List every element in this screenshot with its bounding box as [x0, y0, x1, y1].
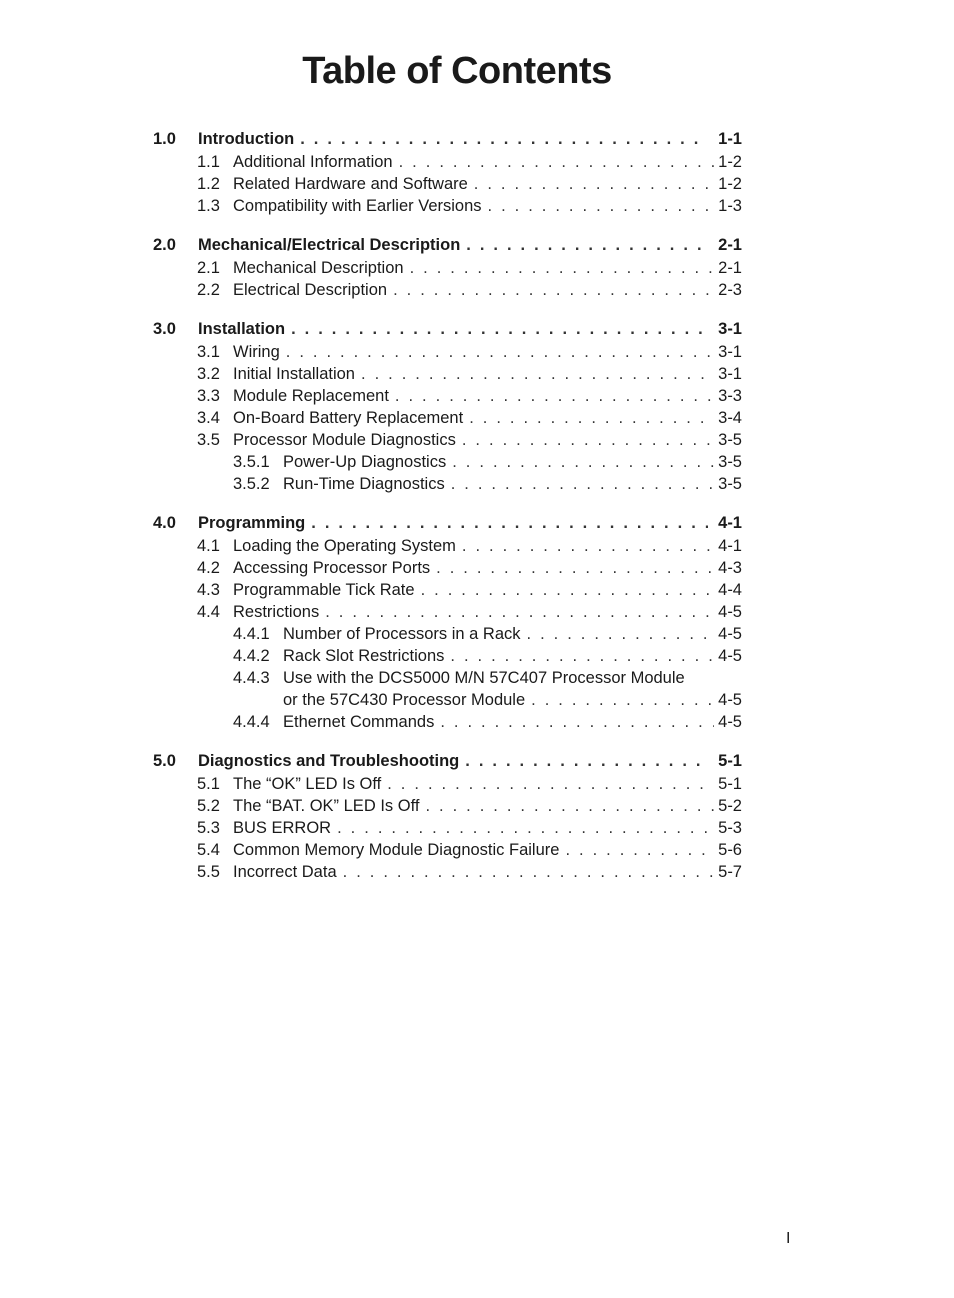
entry-number: 4.2 — [197, 559, 220, 577]
dot-leader — [462, 429, 714, 451]
entry-number: 3.0 — [153, 320, 176, 338]
entry-title-continued: or the 57C430 Processor Module — [283, 691, 526, 709]
entry-title: Initial Installation — [233, 365, 355, 383]
entry-title: Mechanical/Electrical Description — [198, 236, 461, 254]
entry-title: Run-Time Diagnostics — [283, 475, 445, 493]
entry-number: 4.0 — [153, 514, 176, 532]
toc-entry[interactable] — [153, 535, 742, 557]
toc-chapter-entry[interactable] — [153, 318, 742, 341]
dot-leader — [425, 795, 714, 817]
dot-leader — [343, 861, 715, 883]
entry-page: 1-2 — [718, 153, 742, 171]
toc-entry[interactable] — [153, 385, 742, 407]
entry-number: 3.4 — [197, 409, 220, 427]
dot-leader — [286, 341, 714, 363]
entry-page: 3-1 — [718, 343, 742, 361]
entry-page: 2-3 — [718, 281, 742, 299]
entry-title: Number of Processors in a Rack — [283, 625, 521, 643]
entry-page: 5-6 — [718, 841, 742, 859]
entry-number: 4.4.4 — [233, 713, 270, 731]
entry-title: Incorrect Data — [233, 863, 337, 881]
entry-number: 4.4 — [197, 603, 220, 621]
entry-number: 5.4 — [197, 841, 220, 859]
toc-section — [153, 234, 742, 301]
entry-title: Use with the DCS5000 M/N 57C407 Processor Module — [283, 669, 685, 687]
toc-entry[interactable] — [153, 407, 742, 429]
dot-leader — [474, 173, 714, 195]
entry-page: 3-5 — [718, 475, 742, 493]
entry-page: 4-1 — [718, 514, 742, 532]
toc-entry[interactable] — [153, 173, 742, 195]
entry-number: 2.0 — [153, 236, 176, 254]
entry-number: 3.2 — [197, 365, 220, 383]
entry-title: Processor Module Diagnostics — [233, 431, 456, 449]
entry-page: 3-5 — [718, 431, 742, 449]
entry-number: 3.5 — [197, 431, 220, 449]
toc-entry[interactable] — [153, 773, 742, 795]
entry-page: 4-5 — [718, 691, 742, 709]
entry-number: 3.5.1 — [233, 453, 270, 471]
page-folio: I — [786, 1230, 791, 1247]
toc-entry[interactable] — [153, 363, 742, 385]
toc-entry[interactable] — [153, 557, 742, 579]
entry-number: 1.0 — [153, 130, 176, 148]
entry-page: 5-1 — [718, 775, 742, 793]
entry-title: Diagnostics and Troubleshooting — [198, 752, 460, 770]
entry-page: 4-5 — [718, 625, 742, 643]
dot-leader — [436, 557, 714, 579]
dot-leader — [462, 535, 714, 557]
entry-number: 4.1 — [197, 537, 220, 555]
entry-page: 5-1 — [718, 752, 742, 770]
entry-number: 2.2 — [197, 281, 220, 299]
entry-title: Additional Information — [233, 153, 393, 171]
dot-leader — [465, 750, 708, 772]
entry-page: 1-1 — [718, 130, 742, 148]
entry-title: Introduction — [198, 130, 295, 148]
entry-page: 3-1 — [718, 365, 742, 383]
entry-number: 1.3 — [197, 197, 220, 215]
entry-title: Power-Up Diagnostics — [283, 453, 447, 471]
entry-page: 2-1 — [718, 236, 742, 254]
entry-page: 1-3 — [718, 197, 742, 215]
entry-title: BUS ERROR — [233, 819, 332, 837]
toc-chapter-entry[interactable] — [153, 750, 742, 773]
entry-number: 1.2 — [197, 175, 220, 193]
entry-page: 3-4 — [718, 409, 742, 427]
entry-page: 5-3 — [718, 819, 742, 837]
table-of-contents — [153, 128, 742, 900]
dot-leader — [451, 473, 714, 495]
entry-number: 3.3 — [197, 387, 220, 405]
dot-leader — [291, 318, 708, 340]
dot-leader — [337, 817, 714, 839]
entry-number: 5.2 — [197, 797, 220, 815]
dot-leader — [488, 195, 715, 217]
dot-leader — [531, 689, 714, 711]
toc-section — [153, 750, 742, 883]
entry-number: 2.1 — [197, 259, 220, 277]
toc-entry[interactable] — [153, 711, 742, 733]
entry-number: 5.5 — [197, 863, 220, 881]
entry-page: 4-5 — [718, 603, 742, 621]
dot-leader — [565, 839, 714, 861]
dot-leader — [311, 512, 708, 534]
dot-leader — [421, 579, 715, 601]
entry-page: 4-3 — [718, 559, 742, 577]
entry-number: 5.3 — [197, 819, 220, 837]
toc-entry[interactable] — [153, 623, 742, 645]
entry-page: 5-7 — [718, 863, 742, 881]
toc-section — [153, 512, 742, 733]
toc-entry[interactable] — [153, 817, 742, 839]
dot-leader — [410, 257, 715, 279]
toc-chapter-entry[interactable] — [153, 512, 742, 535]
entry-title: The “OK” LED Is Off — [233, 775, 382, 793]
entry-page: 3-5 — [718, 453, 742, 471]
toc-entry[interactable] — [153, 451, 742, 473]
entry-title: Loading the Operating System — [233, 537, 456, 555]
entry-title: Restrictions — [233, 603, 320, 621]
entry-number: 5.0 — [153, 752, 176, 770]
entry-title: Installation — [198, 320, 286, 338]
entry-number: 4.3 — [197, 581, 220, 599]
dot-leader — [300, 128, 708, 150]
entry-title: Ethernet Commands — [283, 713, 435, 731]
dot-leader — [440, 711, 714, 733]
toc-entry-continuation[interactable] — [153, 689, 742, 711]
dot-leader — [399, 151, 715, 173]
toc-section — [153, 318, 742, 495]
entry-number: 4.4.2 — [233, 647, 270, 665]
entry-title: Programmable Tick Rate — [233, 581, 415, 599]
entry-page: 3-1 — [718, 320, 742, 338]
toc-entry[interactable] — [153, 151, 742, 173]
toc-entry[interactable] — [153, 861, 742, 883]
entry-title: Compatibility with Earlier Versions — [233, 197, 482, 215]
toc-entry[interactable] — [153, 341, 742, 363]
entry-number: 3.5.2 — [233, 475, 270, 493]
entry-page: 4-5 — [718, 647, 742, 665]
toc-entry[interactable] — [153, 279, 742, 301]
toc-entry[interactable] — [153, 795, 742, 817]
toc-chapter-entry[interactable] — [153, 128, 742, 151]
dot-leader — [361, 363, 714, 385]
entry-number: 4.4.3 — [233, 669, 270, 687]
dot-leader — [393, 279, 714, 301]
entry-title: Common Memory Module Diagnostic Failure — [233, 841, 560, 859]
entry-number: 1.1 — [197, 153, 220, 171]
entry-page: 4-1 — [718, 537, 742, 555]
entry-title: Module Replacement — [233, 387, 389, 405]
toc-entry[interactable] — [153, 473, 742, 495]
entry-title: Electrical Description — [233, 281, 388, 299]
toc-entry[interactable] — [153, 839, 742, 861]
dot-leader — [452, 451, 714, 473]
entry-page: 1-2 — [718, 175, 742, 193]
page-title: Table of Contents — [302, 50, 612, 92]
toc-entry[interactable] — [153, 579, 742, 601]
entry-number: 4.4.1 — [233, 625, 270, 643]
toc-entry[interactable] — [153, 257, 742, 279]
entry-page: 4-5 — [718, 713, 742, 731]
entry-title: Rack Slot Restrictions — [283, 647, 445, 665]
toc-entry[interactable] — [153, 195, 742, 217]
entry-page: 4-4 — [718, 581, 742, 599]
dot-leader — [325, 601, 714, 623]
entry-page: 3-3 — [718, 387, 742, 405]
entry-number: 5.1 — [197, 775, 220, 793]
dot-leader — [466, 234, 708, 256]
entry-title: Mechanical Description — [233, 259, 404, 277]
dot-leader — [395, 385, 714, 407]
entry-page: 5-2 — [718, 797, 742, 815]
entry-title: Wiring — [233, 343, 280, 361]
entry-title: The “BAT. OK” LED Is Off — [233, 797, 420, 815]
dot-leader — [527, 623, 715, 645]
entry-title: Programming — [198, 514, 306, 532]
toc-entry[interactable] — [153, 645, 742, 667]
toc-entry[interactable] — [153, 601, 742, 623]
toc-section — [153, 128, 742, 217]
entry-number: 3.1 — [197, 343, 220, 361]
toc-entry[interactable] — [153, 429, 742, 451]
toc-entry[interactable] — [153, 667, 742, 689]
entry-title: Related Hardware and Software — [233, 175, 468, 193]
dot-leader — [387, 773, 714, 795]
toc-chapter-entry[interactable] — [153, 234, 742, 257]
entry-page: 2-1 — [718, 259, 742, 277]
dot-leader — [469, 407, 714, 429]
entry-title: On-Board Battery Replacement — [233, 409, 464, 427]
entry-title: Accessing Processor Ports — [233, 559, 431, 577]
dot-leader — [450, 645, 714, 667]
